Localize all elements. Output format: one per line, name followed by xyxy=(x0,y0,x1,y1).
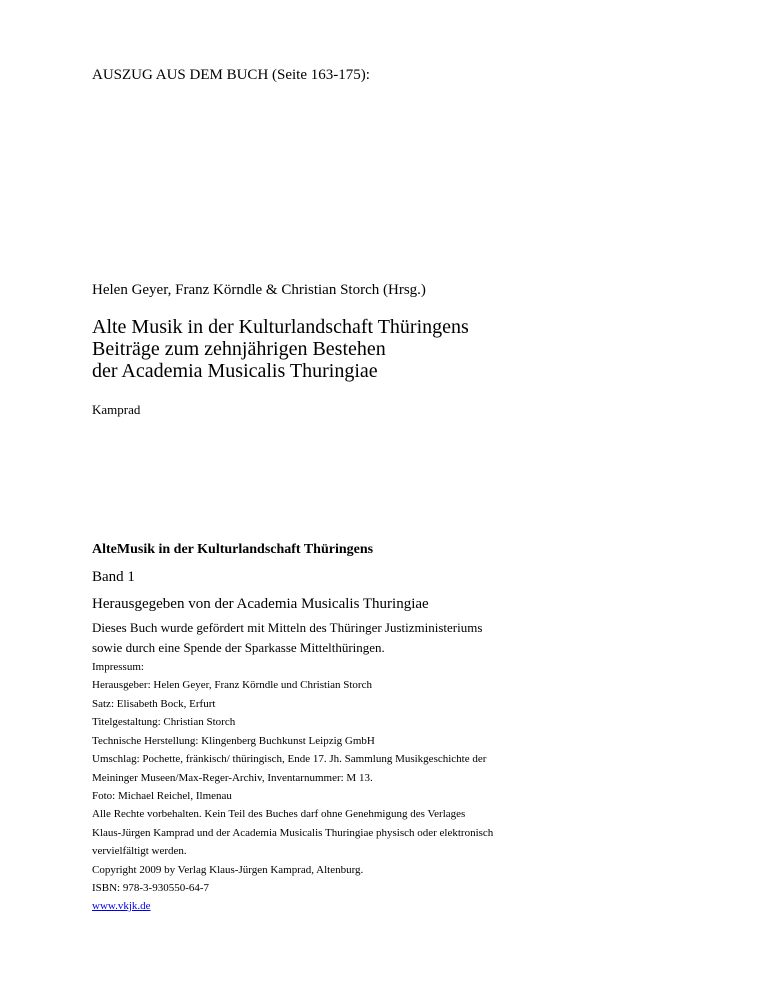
funding-line: Dieses Buch wurde gefördert mit Mitteln des Thüringer Justizministeriums xyxy=(92,620,483,635)
imprint-line: vervielfältigt werden. xyxy=(92,845,187,857)
imprint-line: Satz: Elisabeth Bock, Erfurt xyxy=(92,698,216,710)
funding-line: sowie durch eine Spende der Sparkasse Mittelthüringen. xyxy=(92,640,385,655)
book-title xyxy=(92,316,469,382)
editors: Helen Geyer, Franz Körndle & Christian Storch (Hrsg.) xyxy=(92,282,426,298)
imprint-line: Umschlag: Pochette, fränkisch/ thüringisch, Ende 17. Jh. Sammlung Musikgeschichte der xyxy=(92,753,487,765)
website-link[interactable]: www.vkjk.de xyxy=(92,900,151,912)
issued-by: Herausgegeben von der Academia Musicalis Thuringiae xyxy=(92,596,429,612)
imprint-line: Technische Herstellung: Klingenberg Buchkunst Leipzig GmbH xyxy=(92,735,375,747)
title-line: Alte Musik in der Kulturlandschaft Thüringens xyxy=(92,316,469,338)
imprint-line: Klaus-Jürgen Kamprad und der Academia Musicalis Thuringiae physisch oder elektronisch xyxy=(92,827,494,839)
title-line: der Academia Musicalis Thuringiae xyxy=(92,360,378,382)
imprint-line: ISBN: 978-3-930550-64-7 xyxy=(92,882,210,894)
imprint-line: Alle Rechte vorbehalten. Kein Teil des Buches darf ohne Genehmigung des Verlages xyxy=(92,808,466,820)
series-title: AlteMusik in der Kulturlandschaft Thüringens xyxy=(92,542,374,557)
excerpt-header: AUSZUG AUS DEM BUCH (Seite 163-175): xyxy=(92,67,370,83)
title-line: Beiträge zum zehnjährigen Bestehen xyxy=(92,338,386,360)
volume: Band 1 xyxy=(92,569,135,585)
imprint-line: Herausgeber: Helen Geyer, Franz Körndle und Christian Storch xyxy=(92,679,372,691)
imprint-line: Impressum: xyxy=(92,661,144,673)
imprint-line: Meininger Museen/Max-Reger-Archiv, Inventarnummer: M 13. xyxy=(92,772,373,784)
imprint-line: Foto: Michael Reichel, Ilmenau xyxy=(92,790,232,802)
imprint-line: Copyright 2009 by Verlag Klaus-Jürgen Kamprad, Altenburg. xyxy=(92,864,364,876)
imprint-line: Titelgestaltung: Christian Storch xyxy=(92,716,236,728)
publisher: Kamprad xyxy=(92,402,141,417)
